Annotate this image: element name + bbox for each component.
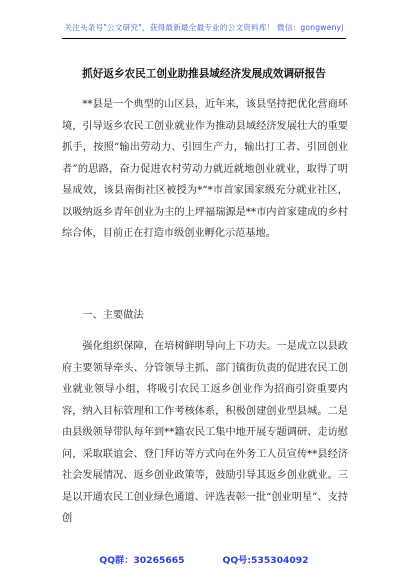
intro-paragraph: **县是一个典型的山区县，近年来，该县坚持把优化营商环境，引导返乡农民工创业就业作为推动县域经济发展壮大的重要抓手，按照“输出劳动力、引回生产力，输出打工者、引回创业者”的思路，奋力促进农村劳动力就近就地创业就业，取得了明显成效，该县南街社区被授为*“*市首家国家级充分就业社区，以吸纳返乡青年创业为主的上坪福瑞源是**市内首家建成的乡村综合体，目前正在打造市级创业孵化示范基地。: [62, 99, 348, 239]
footer-contact: [0, 552, 408, 566]
body-paragraph: 强化组织保障，在培树鲜明导向上下功夫。一是成立以县政府主要领导牵头、分管领导主抓、部门镇街负责的促进农民工创业就业领导小组，将吸引农民工返乡创业作为招商引资重要内容，纳入目标管理和工作考核体系，积极创建创业型县城。二是由县级领导带队每年到**籍农民工集中地开展专题调研、走访慰问，采取联谊会、登门拜访等方式向在外务工人员宣传**县经济社会发展情况、返乡创业政策等，鼓励引导其返乡创业就业。三是以开通农民工创业绿色通道、评选表彰一批“创业明星”、支持创: [62, 341, 348, 524]
footer-qq: QQ号:535304092: [222, 555, 309, 566]
header-note: 关注头条号"公文研究"，获得最新最全最专业的公文资料库！ 微信：gongwenyj: [64, 23, 344, 32]
header-divider: [62, 38, 346, 39]
section-heading: 一、主要做法: [82, 310, 144, 321]
footer-qq-group: QQ群：30265665: [99, 555, 185, 566]
document-title: 抓好返乡农民工创业助推县域经济发展成效调研报告: [82, 68, 326, 80]
